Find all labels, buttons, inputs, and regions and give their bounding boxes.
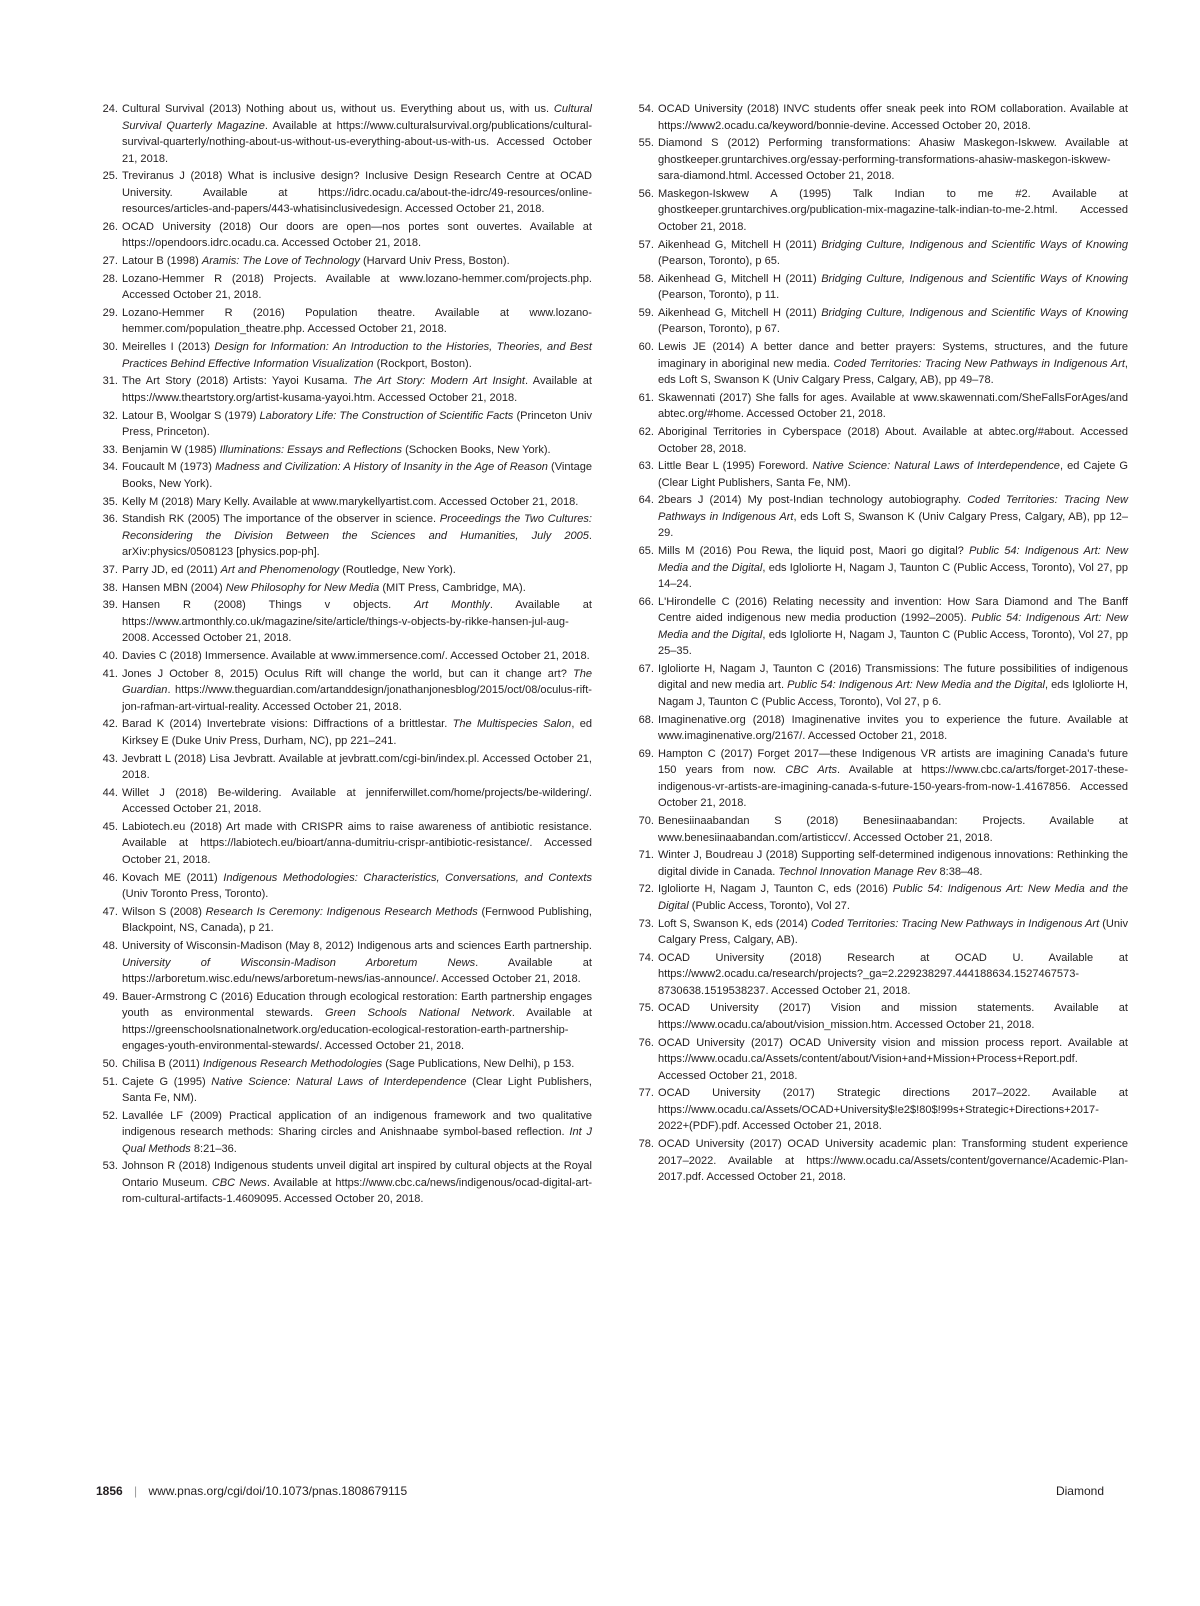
reference-text-segment: (Princeton Univ Press, Princeton). xyxy=(122,409,593,438)
reference-text xyxy=(122,1158,592,1208)
reference-text-segment: . Available at https://www.cbc.ca/news/indigenous/ocad-digital-art-rom-cultural-artifacts-1.4609095. Accessed October 20, 2018. xyxy=(122,1176,593,1206)
reference-text-segment: , eds Igloliorte H, Nagam J, Taunton C (Public Access, Toronto), Vol 27, pp 25–35. xyxy=(658,628,1129,658)
reference-text xyxy=(122,459,592,492)
reference-text-segment: 2bears J (2014) My post-Indian technology autobiography. xyxy=(658,494,968,507)
reference-number: 70. xyxy=(638,815,654,827)
reference-number: 78. xyxy=(638,1138,654,1150)
reference-text-segment: Imaginenative.org (2018) Imaginenative invites you to experience the future. Available at www.imaginenative.org/2167/. Accessed October 21, 2018. xyxy=(658,713,1128,743)
reference-item xyxy=(96,271,592,304)
reference-number: 43. xyxy=(102,752,118,765)
reference-number: 40. xyxy=(102,650,118,662)
reference-italic-title: Research Is Ceremony: Indigenous Research Methods xyxy=(205,905,478,918)
reference-number: 27. xyxy=(102,255,118,268)
reference-italic-title: Art Monthly xyxy=(414,599,490,612)
reference-text-segment: Hansen MBN (2004) xyxy=(122,581,226,594)
reference-text-segment: Benjamin W (1985) xyxy=(122,443,220,456)
reference-number: 44. xyxy=(102,786,118,799)
reference-number: 63. xyxy=(638,460,654,473)
reference-text-segment: (Univ Toronto Press, Toronto). xyxy=(122,888,269,901)
reference-text-segment: , ed Cajete G (Clear Light Publishers, Santa Fe, NM). xyxy=(658,460,1129,489)
reference-text-segment: University of Wisconsin-Madison (May 8, 2012) Indigenous arts and sciences Earth partnership. xyxy=(122,940,592,952)
reference-italic-title: Aramis: The Love of Technology xyxy=(201,255,360,268)
reference-number: 65. xyxy=(638,545,654,558)
reference-italic-title: New Philosophy for New Media xyxy=(225,581,380,594)
reference-text-segment: Labiotech.eu (2018) Art made with CRISPR aims to raise awareness of antibiotic resistance. Available at https://labiotech.eu/bioart/anna-dumitriu-crispr-antibiotic-resistance/. Accessed October 21, 2018. xyxy=(122,820,592,866)
reference-text-segment: Hansen R (2008) Things v objects. xyxy=(122,599,415,612)
reference-text-segment: . Available at https://greenschoolsnationalnetwork.org/education-ecological-restoration-earth-partnership-engages-youth-environmental-stewards/. Accessed October 21, 2018. xyxy=(122,1007,592,1053)
reference-item xyxy=(96,494,592,511)
reference-number: 45. xyxy=(102,820,118,833)
reference-item xyxy=(96,989,592,1055)
reference-text-segment: OCAD University (2018) Our doors are open—nos portes sont ouvertes. Available at https://opendoors.idrc.ocadu.ca. Accessed October 21, 2018. xyxy=(122,220,592,250)
reference-italic-title: The Guardian xyxy=(122,667,592,697)
reference-text-segment: (Pearson, Toronto), p 65. xyxy=(658,255,780,268)
reference-number: 35. xyxy=(102,495,118,508)
footer-separator: | xyxy=(134,1484,138,1498)
reference-text xyxy=(122,494,592,511)
reference-text xyxy=(658,950,1128,1000)
reference-item xyxy=(96,219,592,252)
reference-text xyxy=(658,847,1128,880)
reference-text-segment: Davies C (2018) Immersence. Available at www.immersence.com/. Accessed October 21, 2018. xyxy=(122,650,590,662)
reference-item xyxy=(96,819,592,869)
reference-number: 71. xyxy=(638,849,654,862)
reference-text-segment: Aikenhead G, Mitchell H (2011) xyxy=(658,306,822,319)
reference-text-segment: Aikenhead G, Mitchell H (2011) xyxy=(658,238,822,251)
reference-italic-title: The Art Story: Modern Art Insight xyxy=(353,375,525,388)
reference-number: 68. xyxy=(638,713,654,726)
reference-italic-title: Indigenous Methodologies: Characteristics, Conversations, and Contexts xyxy=(223,871,592,884)
reference-item xyxy=(96,580,592,597)
reference-text xyxy=(122,408,592,441)
reference-text xyxy=(122,938,592,988)
reference-item xyxy=(632,237,1128,270)
reference-italic-title: Bridging Culture, Indigenous and Scientific Ways of Knowing xyxy=(821,306,1128,319)
reference-item xyxy=(96,1056,592,1073)
reference-text-segment: , eds Igloliorte H, Nagam J, Taunton C (Public Access, Toronto), Vol 27, p 6. xyxy=(658,679,1128,708)
reference-text xyxy=(658,813,1128,846)
reference-item xyxy=(96,785,592,818)
reference-text xyxy=(658,881,1128,914)
reference-text-segment: . Available at https://arboretum.wisc.edu/news/arboretum-news/ias-announce/. Accessed October 21, 2018. xyxy=(122,956,592,985)
reference-italic-title: Public 54: Indigenous Art: New Media and the Digital xyxy=(658,883,1128,912)
reference-number: 56. xyxy=(638,187,654,200)
reference-text xyxy=(658,458,1128,491)
reference-item xyxy=(632,543,1128,593)
reference-item xyxy=(632,1035,1128,1085)
reference-text-segment: , eds Loft S, Swanson K (Univ Calgary Press, Calgary, AB), pp 49–78. xyxy=(658,357,1128,387)
reference-italic-title: Coded Territories: Tracing New Pathways in Indigenous Art xyxy=(658,494,1128,523)
reference-text-segment: , ed Kirksey E (Duke Univ Press, Durham, NC), pp 221–241. xyxy=(122,718,592,747)
reference-text-segment: OCAD University (2017) Strategic directions 2017–2022. Available at https://www.ocadu.ca/Assets/OCAD+University$!e2$!80$!99s+Strategic+Directions+2017-2022+(PDF).pdf. Accessed October 21, 2018. xyxy=(658,1087,1128,1133)
reference-text xyxy=(658,101,1128,134)
reference-item xyxy=(96,904,592,937)
reference-text-segment: (Fernwood Publishing, Blackpoint, NS, Canada), p 21. xyxy=(122,905,592,935)
reference-text-segment: Johnson R (2018) Indigenous students unveil digital art inspired by cultural objects at the Royal Ontario Museum. xyxy=(122,1160,592,1189)
reference-item xyxy=(632,847,1128,880)
reference-item xyxy=(632,305,1128,338)
reference-text xyxy=(122,373,592,406)
reference-item xyxy=(632,1136,1128,1186)
reference-italic-title: Bridging Culture, Indigenous and Scientific Ways of Knowing xyxy=(821,272,1128,285)
reference-item xyxy=(632,186,1128,236)
reference-italic-title: Design for Information: An Introduction to the Histories, Theories, and Best Practices Behind Effective Information Visualization xyxy=(122,341,592,370)
reference-number: 25. xyxy=(102,170,118,183)
reference-text-segment: . Available at https://www.artmonthly.co.uk/magazine/site/article/things-v-objects-by-rikke-hansen-jul-aug-2008. Accessed October 21, 2018. xyxy=(122,599,592,645)
reference-number: 48. xyxy=(102,940,118,952)
reference-item xyxy=(632,492,1128,542)
reference-text-segment: Jones J October 8, 2015) Oculus Rift will change the world, but can it change art? xyxy=(122,667,573,680)
reference-text-segment: (Schocken Books, New York). xyxy=(402,443,551,456)
reference-italic-title: Laboratory Life: The Construction of Scientific Facts xyxy=(259,409,514,422)
reference-number: 73. xyxy=(638,917,654,930)
reference-italic-title: Native Science: Natural Laws of Interdependence xyxy=(812,460,1060,473)
reference-text xyxy=(658,1035,1128,1085)
page-footer xyxy=(96,1484,1104,1504)
reference-item xyxy=(96,751,592,784)
reference-number: 54. xyxy=(638,103,654,115)
reference-item xyxy=(632,1085,1128,1135)
reference-italic-title: University of Wisconsin-Madison Arboretum News xyxy=(122,956,476,969)
reference-italic-title: Coded Territories: Tracing New Pathways in Indigenous Art xyxy=(810,917,1100,930)
reference-text-segment: Barad K (2014) Invertebrate visions: Diffractions of a brittlestar. xyxy=(122,718,453,731)
reference-number: 59. xyxy=(638,306,654,319)
reference-text xyxy=(122,751,592,784)
reference-item xyxy=(632,712,1128,745)
reference-text-segment: (Sage Publications, New Delhi), p 153. xyxy=(382,1057,575,1070)
reference-text xyxy=(658,661,1128,711)
reference-text-segment: (Rockport, Boston). xyxy=(373,357,472,370)
reference-text-segment: 8:38–48. xyxy=(936,865,983,878)
reference-number: 76. xyxy=(638,1036,654,1049)
reference-text xyxy=(658,135,1128,185)
reference-number: 51. xyxy=(102,1075,118,1088)
reference-italic-title: Proceedings the Two Cultures: Reconsidering the Division Between the Sciences and Humanities, July 2005 xyxy=(122,513,592,542)
reference-text-segment: Standish RK (2005) The importance of the observer in science. xyxy=(122,513,440,526)
reference-text xyxy=(658,746,1128,812)
reference-item xyxy=(96,305,592,338)
reference-text xyxy=(658,712,1128,745)
reference-item xyxy=(96,870,592,903)
reference-item xyxy=(632,1000,1128,1033)
reference-italic-title: Madness and Civilization: A History of Insanity in the Age of Reason xyxy=(215,461,548,474)
reference-item xyxy=(632,339,1128,389)
reference-text-segment: Chilisa B (2011) xyxy=(122,1057,203,1070)
reference-number: 66. xyxy=(638,595,654,608)
reference-italic-title: CBC Arts xyxy=(785,764,838,777)
reference-item xyxy=(632,661,1128,711)
reference-italic-title: Int J Qual Methods xyxy=(122,1126,592,1155)
reference-item xyxy=(96,168,592,218)
reference-text xyxy=(658,424,1128,457)
reference-text xyxy=(122,785,592,818)
reference-text xyxy=(122,1108,592,1158)
reference-number: 72. xyxy=(638,883,654,896)
reference-number: 50. xyxy=(102,1057,118,1070)
reference-text xyxy=(658,916,1128,949)
reference-text-segment: Kelly M (2018) Mary Kelly. Available at www.marykellyartist.com. Accessed October 21, 2018. xyxy=(122,495,579,508)
author-name: Diamond xyxy=(1055,1484,1104,1498)
reference-number: 39. xyxy=(102,599,118,612)
reference-text-segment: Lewis JE (2014) A better dance and better prayers: Systems, structures, and the future imaginary in aboriginal new media. xyxy=(658,341,1128,370)
reference-text-segment: Latour B (1998) xyxy=(122,255,202,268)
reference-text-segment: . https://www.theguardian.com/artanddesign/jonathanjonesblog/2015/oct/08/oculus-rift-jon-rafman-art-virtual-reality. Accessed October 21, 2018. xyxy=(122,684,592,713)
reference-text-segment: L'Hirondelle C (2016) Relating necessity and invention: How Sara Diamond and The Banff Centre aided indigenous new media production (1992–2005). xyxy=(658,595,1128,625)
reference-text-segment: Diamond S (2012) Performing transformations: Ahasiw Maskegon-Iskwew. Available at ghostkeeper.gruntarchives.org/essay-performing-transformations-ahasiw-maskegon-iskwew-sara-diamond.html. Accessed October 21, 2018. xyxy=(658,137,1128,183)
reference-item xyxy=(96,666,592,716)
reference-item xyxy=(632,813,1128,846)
reference-italic-title: Public 54: Indigenous Art: New Media and the Digital xyxy=(787,679,1045,692)
reference-italic-title: Coded Territories: Tracing New Pathways in Indigenous Art xyxy=(833,357,1125,370)
reference-number: 30. xyxy=(102,341,118,354)
reference-number: 58. xyxy=(638,272,654,285)
reference-text xyxy=(658,237,1128,270)
reference-text xyxy=(658,1136,1128,1186)
reference-text-segment: (Univ Calgary Press, Calgary, AB). xyxy=(658,917,1128,947)
reference-italic-title: Cultural Survival Quarterly Magazine xyxy=(122,103,592,132)
reference-text-segment: (Harvard Univ Press, Boston). xyxy=(359,255,510,268)
reference-number: 28. xyxy=(102,272,118,285)
reference-text-segment: (Public Access, Toronto), Vol 27. xyxy=(688,899,850,912)
reference-item xyxy=(96,253,592,270)
reference-text xyxy=(122,666,592,716)
reference-number: 29. xyxy=(102,306,118,319)
reference-item xyxy=(96,459,592,492)
reference-item xyxy=(632,271,1128,304)
reference-item xyxy=(632,135,1128,185)
reference-text-segment: Kovach ME (2011) xyxy=(122,871,224,884)
reference-number: 38. xyxy=(102,581,118,594)
reference-item xyxy=(632,881,1128,914)
reference-number: 74. xyxy=(638,951,654,964)
reference-text xyxy=(122,168,592,218)
reference-text-segment: Igloliorte H, Nagam J, Taunton C (2016) Transmissions: The future possibilities of indigenous digital and new media art. xyxy=(658,662,1128,692)
reference-text-segment: Wilson S (2008) xyxy=(122,905,206,918)
reference-italic-title: Art and Phenomenology xyxy=(220,563,340,576)
reference-italic-title: Public 54: Indigenous Art: New Media and the Digital xyxy=(658,612,1128,641)
reference-text-segment: 8:21–36. xyxy=(190,1142,237,1155)
reference-number: 60. xyxy=(638,341,654,354)
reference-number: 37. xyxy=(102,563,118,576)
reference-text xyxy=(122,339,592,372)
reference-text xyxy=(122,511,592,561)
reference-item xyxy=(96,938,592,988)
reference-text-segment: The Art Story (2018) Artists: Yayoi Kusama. xyxy=(122,375,353,388)
reference-text-segment: Meirelles I (2013) xyxy=(122,341,215,354)
reference-item xyxy=(96,442,592,459)
references-right-column xyxy=(632,101,1128,1187)
reference-item xyxy=(96,562,592,579)
reference-text-segment: Lozano-Hemmer R (2016) Population theatre. Available at www.lozano-hemmer.com/population_theatre.php. Accessed October 21, 2018. xyxy=(122,306,592,336)
reference-text-segment: (MIT Press, Cambridge, MA). xyxy=(379,581,526,594)
reference-number: 36. xyxy=(102,513,118,526)
reference-text-segment: Loft S, Swanson K, eds (2014) xyxy=(658,917,811,930)
reference-number: 64. xyxy=(638,494,654,507)
reference-text xyxy=(122,101,592,167)
reference-italic-title: Technol Innovation Manage Rev xyxy=(778,865,937,878)
reference-item xyxy=(96,1108,592,1158)
reference-text xyxy=(658,305,1128,338)
reference-text xyxy=(122,562,592,579)
reference-text-segment: (Routledge, New York). xyxy=(339,563,456,576)
reference-item xyxy=(632,424,1128,457)
reference-text-segment: Little Bear L (1995) Foreword. xyxy=(658,460,813,473)
reference-number: 24. xyxy=(102,103,118,115)
reference-text xyxy=(122,819,592,869)
reference-number: 77. xyxy=(638,1087,654,1100)
reference-text xyxy=(658,339,1128,389)
reference-text-segment: , eds Igloliorte H, Nagam J, Taunton C (Public Access, Toronto), Vol 27, pp 14–24. xyxy=(658,561,1129,591)
reference-text xyxy=(658,390,1128,423)
reference-italic-title: Public 54: Indigenous Art: New Media and the Digital xyxy=(658,545,1128,574)
reference-number: 41. xyxy=(102,667,118,680)
reference-italic-title: Green Schools National Network xyxy=(325,1007,512,1020)
reference-item xyxy=(96,597,592,647)
reference-text-segment: Cultural Survival (2013) Nothing about us, without us. Everything about us, with us. xyxy=(122,103,554,115)
reference-item xyxy=(96,408,592,441)
reference-number: 46. xyxy=(102,871,118,884)
reference-text xyxy=(122,1074,592,1107)
reference-text xyxy=(122,219,592,252)
reference-item xyxy=(96,648,592,665)
reference-text-segment: . arXiv:physics/0508123 [physics.pop-ph]. xyxy=(122,529,592,559)
reference-text-segment: Aboriginal Territories in Cyberspace (2018) About. Available at abtec.org/#about. Accessed October 28, 2018. xyxy=(658,426,1128,455)
reference-text xyxy=(658,543,1128,593)
reference-text xyxy=(658,271,1128,304)
reference-text xyxy=(658,1000,1128,1033)
reference-text xyxy=(658,492,1128,542)
reference-item xyxy=(96,1158,592,1208)
reference-item xyxy=(632,746,1128,812)
reference-text-segment: . Available at https://www.cbc.ca/arts/forget-2017-these-indigenous-vr-artists-are-imagining-canada-s-future-150-years-from-now-1.4167856. Accessed October 21, 2018. xyxy=(658,764,1128,810)
reference-text xyxy=(658,186,1128,236)
reference-text-segment: Aikenhead G, Mitchell H (2011) xyxy=(658,272,822,285)
reference-text-segment: (Pearson, Toronto), p 11. xyxy=(658,289,780,302)
reference-item xyxy=(632,101,1128,134)
reference-item xyxy=(96,511,592,561)
reference-text-segment: Latour B, Woolgar S (1979) xyxy=(122,409,260,422)
reference-italic-title: Indigenous Research Methodologies xyxy=(202,1057,383,1070)
reference-text xyxy=(122,271,592,304)
reference-item xyxy=(632,594,1128,660)
reference-text-segment: OCAD University (2017) Vision and mission statements. Available at https://www.ocadu.ca/about/vision_mission.htm. Accessed October 21, 2018. xyxy=(658,1002,1128,1031)
reference-text xyxy=(122,442,592,459)
reference-number: 57. xyxy=(638,238,654,251)
reference-item xyxy=(632,458,1128,491)
reference-item xyxy=(632,390,1128,423)
reference-number: 67. xyxy=(638,662,654,675)
reference-number: 33. xyxy=(102,443,118,456)
reference-number: 55. xyxy=(638,137,654,150)
reference-text-segment: OCAD University (2017) OCAD University vision and mission process report. Available at https://www.ocadu.ca/Assets/content/about/Vision+and+Mission+Process+Report.pdf. Accessed October 21, 2018. xyxy=(658,1036,1128,1082)
reference-item xyxy=(632,950,1128,1000)
reference-item xyxy=(96,101,592,167)
reference-number: 69. xyxy=(638,747,654,760)
reference-item xyxy=(96,1074,592,1107)
reference-number: 49. xyxy=(102,990,118,1003)
reference-number: 62. xyxy=(638,426,654,438)
reference-item xyxy=(96,339,592,372)
reference-text-segment: . Available at https://www.culturalsurvival.org/publications/cultural-survival-quarterly/nothing-about-us-without-us-everything-about-us-with-us. Accessed October 21, 2018. xyxy=(122,119,592,165)
reference-text xyxy=(122,580,592,597)
reference-text-segment: Igloliorte H, Nagam J, Taunton C, eds (2016) xyxy=(658,883,893,896)
references-left-column xyxy=(96,101,592,1209)
reference-number: 61. xyxy=(638,391,654,404)
reference-number: 47. xyxy=(102,905,118,918)
reference-text-segment: Benesiinaabandan S (2018) Benesiinaabandan: Projects. Available at www.benesiinaabandan.com/artisticcv/. Accessed October 21, 2018. xyxy=(658,815,1128,844)
reference-text-segment: OCAD University (2017) OCAD University academic plan: Transforming student experience 2017–2022. Available at https://www.ocadu.ca/Assets/content/governance/Academic-Plan-2017.pdf. Accessed October 21, 2018. xyxy=(658,1138,1128,1183)
reference-text-segment: Willet J (2018) Be-wildering. Available at jenniferwillet.com/home/projects/be-wildering/. Accessed October 21, 2018. xyxy=(122,786,592,816)
reference-text-segment: Maskegon-Iskwew A (1995) Talk Indian to me #2. Available at ghostkeeper.gruntarchives.org/publication-mix-magazine-talk-indian-to-me-2.html. Accessed October 21, 2018. xyxy=(658,187,1128,233)
reference-text-segment: Bauer-Armstrong C (2016) Education through ecological restoration: Earth partnership engages youth as environmental stewards. xyxy=(122,990,592,1020)
reference-text-segment: Foucault M (1973) xyxy=(122,461,216,474)
reference-number: 52. xyxy=(102,1109,118,1122)
reference-text-segment: Mills M (2016) Pou Rewa, the liquid post, Maori go digital? xyxy=(658,545,969,558)
reference-number: 34. xyxy=(102,461,118,474)
reference-text xyxy=(122,305,592,338)
reference-text-segment: (Pearson, Toronto), p 67. xyxy=(658,323,780,336)
reference-text-segment: Jevbratt L (2018) Lisa Jevbratt. Available at jevbratt.com/cgi-bin/index.pl. Accessed October 21, 2018. xyxy=(122,752,592,782)
reference-number: 31. xyxy=(102,375,118,388)
reference-text-segment: OCAD University (2018) INVC students offer sneak peek into ROM collaboration. Available at https://www2.ocadu.ca/keyword/bonnie-devine. Accessed October 20, 2018. xyxy=(658,103,1128,132)
reference-text xyxy=(122,716,592,749)
reference-number: 32. xyxy=(102,409,118,422)
reference-text-segment: Treviranus J (2018) What is inclusive design? Inclusive Design Research Centre at OCAD University. Available at https://idrc.ocadu.ca/about-the-idrc/49-resources/online-resources/articles-and-papers/443-whatisinclusivedesign. Accessed October 21, 2018. xyxy=(122,170,592,216)
reference-text-segment: . Available at https://www.theartstory.org/artist-kusama-yayoi.htm. Accessed October 21, 2018. xyxy=(122,375,592,404)
reference-text-segment: Lozano-Hemmer R (2018) Projects. Available at www.lozano-hemmer.com/projects.php. Accessed October 21, 2018. xyxy=(122,272,592,302)
reference-number: 26. xyxy=(102,220,118,233)
reference-italic-title: Native Science: Natural Laws of Interdependence xyxy=(211,1075,467,1088)
reference-text xyxy=(658,1085,1128,1135)
reference-text xyxy=(122,597,592,647)
reference-number: 42. xyxy=(102,718,118,731)
reference-text-segment: Skawennati (2017) She falls for ages. Available at www.skawennati.com/SheFallsForAges/and abtec.org/#home. Accessed October 21, 2018. xyxy=(658,391,1128,421)
reference-number: 53. xyxy=(102,1160,118,1173)
reference-text-segment: OCAD University (2018) Research at OCAD U. Available at https://www2.ocadu.ca/research/projects?_ga=2.229238297.444188634.1527467573-8730638.1519538237. Accessed October 21, 2018. xyxy=(658,951,1128,997)
reference-text-segment: Cajete G (1995) xyxy=(122,1075,212,1088)
reference-text xyxy=(122,870,592,903)
reference-text xyxy=(658,594,1128,660)
reference-text-segment: Parry JD, ed (2011) xyxy=(122,563,221,576)
reference-text xyxy=(122,1056,592,1073)
page-number: 1856 xyxy=(96,1484,123,1498)
reference-text-segment: Hampton C (2017) Forget 2017—these Indigenous VR artists are imagining Canada's future 150 years from now. xyxy=(658,747,1128,777)
reference-item xyxy=(96,716,592,749)
reference-text xyxy=(122,989,592,1055)
reference-item xyxy=(632,916,1128,949)
reference-text-segment: Winter J, Boudreau J (2018) Supporting self-determined indigenous innovations: Rethinking the digital divide in Canada. xyxy=(658,849,1128,878)
reference-text xyxy=(122,253,592,270)
reference-text xyxy=(122,648,592,665)
doi-link[interactable]: www.pnas.org/cgi/doi/10.1073/pnas.1808679115 xyxy=(148,1484,408,1498)
reference-italic-title: Bridging Culture, Indigenous and Scientific Ways of Knowing xyxy=(821,238,1128,251)
reference-text xyxy=(122,904,592,937)
reference-text-segment: (Clear Light Publishers, Santa Fe, NM). xyxy=(122,1075,593,1105)
reference-italic-title: The Multispecies Salon xyxy=(452,718,572,731)
reference-italic-title: CBC News xyxy=(211,1176,267,1189)
reference-text-segment: , eds Loft S, Swanson K (Univ Calgary Press, Calgary, AB), pp 12–29. xyxy=(658,510,1128,540)
reference-text-segment: (Vintage Books, New York). xyxy=(122,461,593,490)
reference-item xyxy=(96,373,592,406)
reference-number: 75. xyxy=(638,1002,654,1015)
reference-text-segment: Lavallée LF (2009) Practical application of an indigenous framework and two qualitative indigenous research methods: Sharing circles and Anishnaabe symbol-based reflection. xyxy=(122,1109,592,1139)
reference-italic-title: Illuminations: Essays and Reflections xyxy=(219,443,402,456)
